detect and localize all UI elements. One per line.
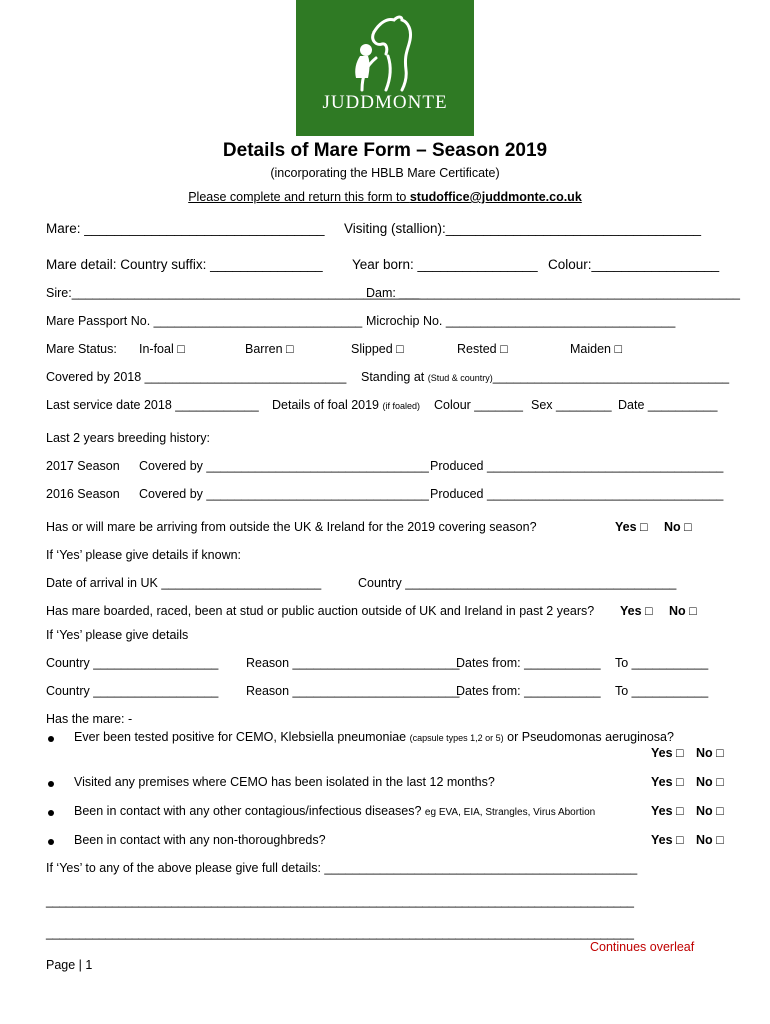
arrival-country-field[interactable]: Country _______________________________________ [358,576,677,590]
contagious-no-checkbox[interactable]: No □ [696,804,724,818]
foal-date-field[interactable]: Date __________ [618,398,718,412]
cemo-tested-yes-checkbox[interactable]: Yes □ [651,746,684,760]
passport-field[interactable]: Mare Passport No. ______________________________ [46,314,363,328]
bullet-icon [48,839,54,845]
page-number: Page | 1 [46,958,93,972]
details-blank-line-1[interactable]: _________________________________________________________________________________________ [46,894,634,908]
arriving-question: Has or will mare be arriving from outside the UK & Ireland for the 2019 covering season? [46,520,537,534]
boarded-yes-checkbox[interactable]: Yes □ [620,604,653,618]
visiting-stallion-field[interactable]: Visiting (stallion):__________________________________ [344,221,702,236]
dates-to-field-2[interactable]: To ___________ [615,684,709,698]
maiden-checkbox[interactable]: Maiden □ [570,342,623,356]
cemo-premises-no-checkbox[interactable]: No □ [696,775,724,789]
cemo-tested-no-checkbox[interactable]: No □ [696,746,724,760]
contagious-yes-checkbox[interactable]: Yes □ [651,804,684,818]
bullet-icon [48,736,54,742]
non-thoroughbreds-yes-checkbox[interactable]: Yes □ [651,833,684,847]
question-cemo-tested [74,730,674,744]
country-field-2[interactable]: Country __________________ [46,684,219,698]
covered-2017-field[interactable]: Covered by ________________________________ [139,459,429,473]
horse-rider-icon [336,10,436,95]
bullet-icon [48,810,54,816]
cemo-premises-yes-checkbox[interactable]: Yes □ [651,775,684,789]
capsule-hint: (capsule types 1,2 or 5) [409,733,504,743]
infoal-checkbox[interactable]: In-foal □ [139,342,185,356]
country-suffix-field[interactable]: Mare detail: Country suffix: _______________ [46,257,323,272]
question-cemo-end: or Pseudomonas aeruginosa? [507,730,674,744]
covered-2018-field[interactable]: Covered by 2018 _____________________________ [46,370,347,384]
question-cemo-premises: Visited any premises where CEMO has been isolated in the last 12 months? [74,775,495,789]
details-blank-line-2[interactable]: _________________________________________________________________________________________ [46,926,634,940]
season-2017-label: 2017 Season [46,459,120,473]
slipped-checkbox[interactable]: Slipped □ [351,342,404,356]
foal-details-label [272,398,420,412]
has-the-mare-label: Has the mare: - [46,712,133,726]
non-thoroughbreds-no-checkbox[interactable]: No □ [696,833,724,847]
arriving-yes-checkbox[interactable]: Yes □ [615,520,648,534]
dates-from-field-1[interactable]: Dates from: ___________ [456,656,601,670]
dates-to-field-1[interactable]: To ___________ [615,656,709,670]
instruction-text: Please complete and return this form to [188,190,410,204]
boarded-no-checkbox[interactable]: No □ [669,604,697,618]
email-link[interactable]: studoffice@juddmonte.co.uk [409,190,582,204]
produced-2016-field[interactable]: Produced __________________________________ [430,487,724,501]
standing-line: __________________________________ [492,370,730,384]
question-contagious-text: Been in contact with any other contagious/infectious diseases? [74,804,422,818]
full-details-field[interactable]: If ‘Yes’ to any of the above please give full details: _____________________________________________ [46,861,638,875]
instruction [0,190,770,204]
barren-checkbox[interactable]: Barren □ [245,342,294,356]
foal-hint: (if foaled) [382,401,421,411]
if-yes-known-label: If ‘Yes’ please give details if known: [46,548,242,562]
year-born-field[interactable]: Year born: ________________ [352,257,538,272]
subtitle: (incorporating the HBLB Mare Certificate) [270,166,500,180]
standing-hint: (Stud & country) [427,373,493,383]
if-yes-details-label: If ‘Yes’ please give details [46,628,189,642]
foal-label: Details of foal 2019 [272,398,380,412]
question-cemo-text: Ever been tested positive for CEMO, Klebsiella pneumoniae [74,730,407,744]
boarded-question: Has mare boarded, raced, been at stud or public auction outside of UK and Ireland in past 2 years? [46,604,595,618]
colour-field[interactable]: Colour:_________________ [548,257,720,272]
produced-2017-field[interactable]: Produced __________________________________ [430,459,724,473]
continues-overleaf: Continues overleaf [590,940,695,954]
question-contagious [74,804,595,818]
sire-field[interactable]: Sire:__________________________________________________ [46,286,420,300]
question-non-thoroughbreds: Been in contact with any non-thoroughbreds? [74,833,326,847]
reason-field-1[interactable]: Reason ________________________ [246,656,460,670]
juddmonte-logo [296,0,474,136]
reason-field-2[interactable]: Reason ________________________ [246,684,460,698]
rested-checkbox[interactable]: Rested □ [457,342,508,356]
standing-label: Standing at [361,370,425,384]
standing-at-field[interactable] [361,370,729,384]
foal-colour-field[interactable]: Colour _______ [434,398,523,412]
dam-field[interactable]: Dam: _________________________________________________ [366,286,740,300]
bullet-icon [48,781,54,787]
country-field-1[interactable]: Country __________________ [46,656,219,670]
season-2016-label: 2016 Season [46,487,120,501]
arrival-date-field[interactable]: Date of arrival in UK _______________________ [46,576,322,590]
page-title: Details of Mare Form – Season 2019 [222,140,548,161]
logo-text: JUDDMONTE [322,92,448,113]
contagious-hint: eg EVA, EIA, Strangles, Virus Abortion [424,807,596,818]
covered-2016-field[interactable]: Covered by ________________________________ [139,487,429,501]
arriving-no-checkbox[interactable]: No □ [664,520,692,534]
mare-field[interactable]: Mare: ________________________________ [46,221,325,236]
mare-status-label: Mare Status: [46,342,117,356]
microchip-field[interactable]: Microchip No. _________________________________ [366,314,676,328]
last-service-field[interactable]: Last service date 2018 ____________ [46,398,259,412]
foal-sex-field[interactable]: Sex ________ [531,398,612,412]
dates-from-field-2[interactable]: Dates from: ___________ [456,684,601,698]
history-heading: Last 2 years breeding history: [46,431,210,445]
